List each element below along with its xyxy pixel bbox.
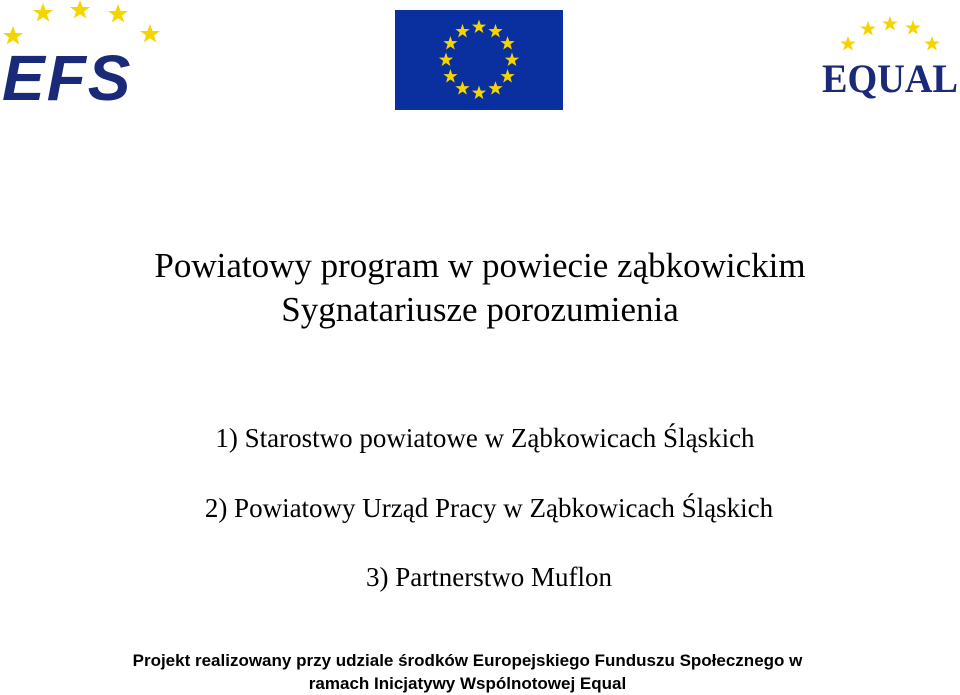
star-icon <box>70 0 90 19</box>
efs-logo-text: EFS <box>2 42 133 110</box>
star-icon <box>924 36 940 51</box>
signatory-item: 1) Starostwo powiatowe w Ząbkowicach Śląskich <box>215 423 755 453</box>
eu-flag <box>395 10 563 110</box>
title-line-1: Powiatowy program w powiecie ząbkowickim <box>154 246 806 285</box>
star-icon <box>140 24 160 43</box>
star-icon <box>905 20 921 35</box>
page-title <box>0 244 960 332</box>
equal-stars <box>840 16 940 51</box>
star-icon <box>860 21 876 36</box>
equal-logo <box>818 14 960 100</box>
efs-logo <box>0 0 170 110</box>
star-icon <box>840 36 856 51</box>
footer-line-2: ramach Inicjatywy Wspólnotowej Equal <box>308 674 627 693</box>
signatory-item: 2) Powiatowy Urząd Pracy w Ząbkowicach Śląskich <box>204 493 774 523</box>
signatory-item: 3) Partnerstwo Muflon <box>366 562 612 592</box>
equal-logo-text: EQUAL <box>822 56 958 100</box>
title-line-2: Sygnatariusze porozumienia <box>281 290 679 329</box>
efs-stars <box>3 0 160 45</box>
footer-note <box>0 649 935 695</box>
star-icon <box>108 4 128 23</box>
footer-line-1: Projekt realizowany przy udziale środków Europejskiego Funduszu Społecznego w <box>132 651 803 670</box>
star-icon <box>882 16 898 31</box>
star-icon <box>33 3 53 22</box>
